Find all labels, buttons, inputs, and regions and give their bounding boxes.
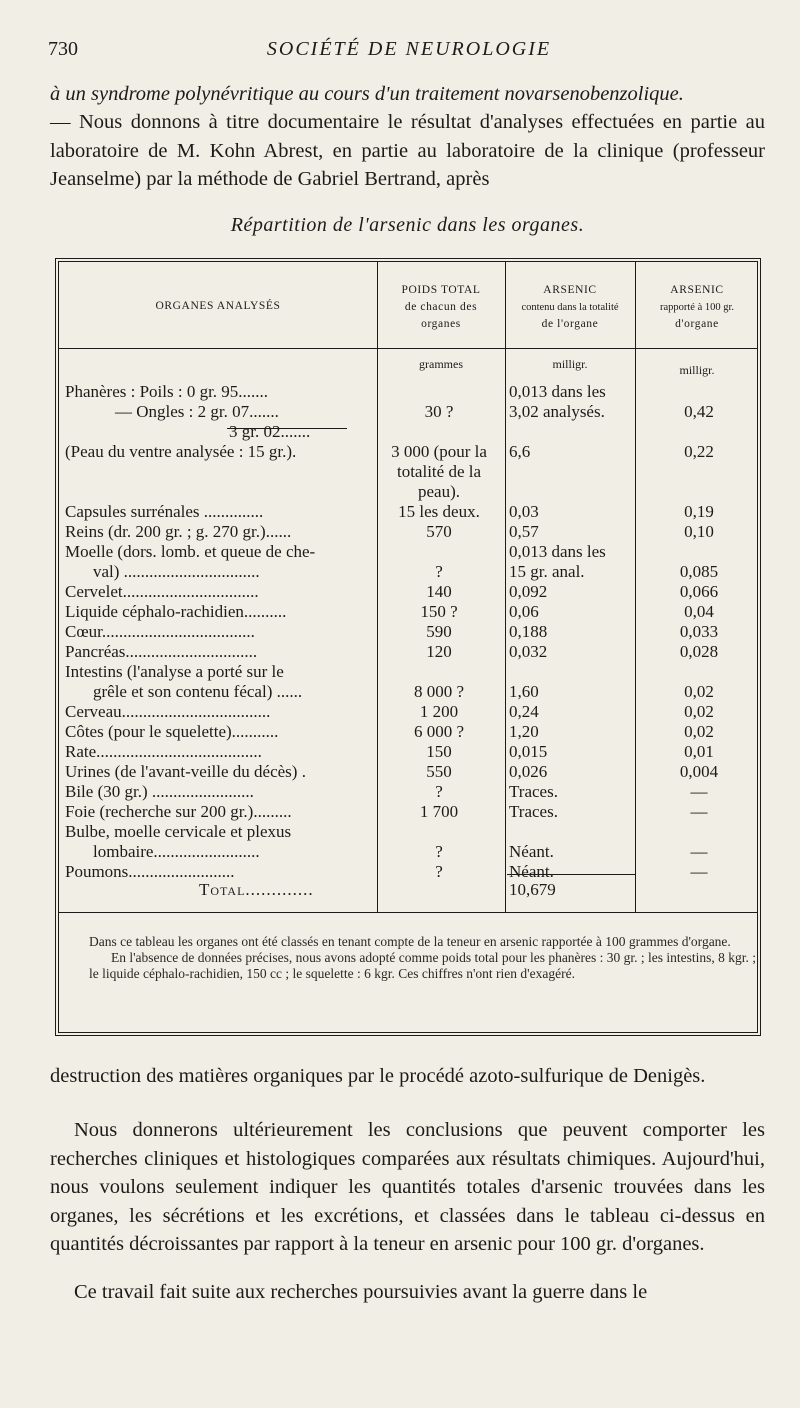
table-row: [59, 662, 759, 682]
table-note: Dans ce tableau les organes ont été classés en tenant compte de la teneur en arsenic rapportée à 100 grammes d'organe.: [89, 934, 731, 949]
arsenic-total-cell: 3,02 analysés.: [509, 402, 605, 421]
arsenic-total-cell: 0,03: [509, 502, 539, 521]
arsenic-per100-cell: 0,02: [684, 722, 714, 741]
table-row: [59, 682, 759, 702]
table-row: [59, 602, 759, 622]
header-organs: ORGANES ANALYSÉS: [155, 300, 281, 312]
table-row: [59, 562, 759, 582]
arsenic-total-cell: 1,20: [509, 722, 539, 741]
header-weight-line3: organes: [421, 318, 461, 330]
header-arsenic-total-line3: de l'organe: [541, 318, 599, 330]
arsenic-per100-cell: 0,004: [679, 762, 719, 781]
weight-cell: 550: [426, 762, 452, 781]
table-caption: Répartition de l'arsenic dans les organes.: [230, 214, 585, 236]
header-weight-line1: POIDS TOTAL: [401, 284, 481, 296]
table-row: [59, 402, 759, 422]
header-arsenic-per100-line2: rapporté à 100 gr.: [659, 302, 735, 313]
arsenic-per100-cell: 0,02: [684, 682, 714, 701]
organ-cell: Bile (30 gr.) ........................: [65, 782, 254, 801]
arsenic-total-cell: Traces.: [509, 782, 558, 801]
weight-cell: 8 000 ?: [413, 682, 465, 701]
weight-cell: 150 ?: [420, 602, 458, 621]
table-row: [59, 482, 759, 502]
arsenic-per100-cell: 0,42: [684, 402, 714, 421]
intro-line: [50, 80, 765, 109]
table-row: [59, 582, 759, 602]
arsenic-total-cell: 0,013 dans les: [509, 542, 606, 561]
organ-cell: Reins (dr. 200 gr. ; g. 270 gr.)......: [65, 522, 292, 541]
organ-cell: Total.............: [199, 880, 314, 899]
arsenic-per100-cell: 0,028: [679, 642, 719, 661]
weight-cell: 140: [426, 582, 452, 601]
arsenic-per100-cell: —: [690, 842, 708, 861]
organ-cell: Cervelet................................: [65, 582, 259, 601]
weight-cell: 1 200: [419, 702, 459, 721]
table-row: [59, 522, 759, 542]
table-row: [59, 862, 759, 882]
arsenic-per100-cell: —: [690, 782, 708, 801]
table-row: [59, 642, 759, 662]
weight-cell: ?: [435, 782, 443, 801]
table-row: [59, 722, 759, 742]
table-row: [59, 502, 759, 522]
organ-cell: Cœur....................................: [65, 622, 255, 641]
organ-cell: Foie (recherche sur 200 gr.).........: [65, 802, 292, 821]
arsenic-total-cell: 0,24: [509, 702, 539, 721]
table-row: [59, 462, 759, 482]
organ-cell: Poumons.........................: [65, 862, 235, 881]
table-row: [59, 842, 759, 862]
arsenic-per100-cell: 0,066: [679, 582, 719, 601]
table-row: [59, 802, 759, 822]
weight-cell: ?: [435, 862, 443, 881]
table-row: [59, 762, 759, 782]
organ-cell: Intestins (l'analyse a porté sur le: [65, 662, 284, 681]
weight-cell: 1 700: [419, 802, 459, 821]
table-row: [59, 880, 759, 900]
organ-cell: Phanères : Poils : 0 gr. 95.......: [65, 382, 269, 401]
body-bottom-rule: [59, 912, 757, 913]
arsenic-per100-cell: 0,02: [684, 702, 714, 721]
arsenic-total-cell: 0,026: [509, 762, 548, 781]
arsenic-total-cell: 0,06: [509, 602, 539, 621]
outro-paragraph-3: Ce travail fait suite aux recherches poursuivies avant la guerre dans le: [74, 1281, 648, 1303]
header-arsenic-per100: [635, 282, 759, 333]
organ-cell: val) ................................: [93, 562, 260, 581]
arsenic-total-cell: 0,092: [509, 582, 548, 601]
arsenic-total-cell: Néant.: [509, 862, 554, 881]
unit-weight: grammes: [419, 357, 463, 371]
weight-cell: 150: [426, 742, 452, 761]
arsenic-per100-cell: 0,19: [684, 502, 714, 521]
organ-cell: (Peau du ventre analysée : 15 gr.).: [65, 442, 297, 461]
header-arsenic-per100-line1: ARSENIC: [670, 284, 724, 296]
table-notes: [89, 934, 757, 982]
weight-cell: 570: [426, 522, 452, 541]
arsenic-per100-cell: 0,033: [679, 622, 719, 641]
arsenic-total-cell: Néant.: [509, 842, 554, 861]
weight-cell: 3 000 (pour la: [391, 442, 487, 461]
organ-cell: Capsules surrénales ..............: [65, 502, 264, 521]
table-row: [59, 542, 759, 562]
weight-cell: ?: [435, 842, 443, 861]
table-row: [59, 382, 759, 402]
intro-title-italic: à un syndrome polynévritique au cours d'un traitement novarsenobenzolique.: [50, 83, 684, 105]
weight-cell: 15 les deux.: [398, 502, 480, 521]
unit-arsenic-per100: milligr.: [679, 363, 715, 377]
arsenic-per100-cell: 0,01: [684, 742, 714, 761]
arsenic-total-cell: 0,015: [509, 742, 548, 761]
organ-cell: Bulbe, moelle cervicale et plexus: [65, 822, 292, 841]
arsenic-total-cell: 0,013 dans les: [509, 382, 606, 401]
organ-cell: Rate.......................................: [65, 742, 262, 761]
organ-cell: Côtes (pour le squelette)...........: [65, 722, 279, 741]
arsenic-per100-cell: —: [690, 802, 708, 821]
organ-cell: — Ongles : 2 gr. 07.......: [115, 402, 279, 421]
table-row: [59, 822, 759, 842]
weight-cell: 6 000 ?: [413, 722, 465, 741]
arsenic-total-cell: 0,57: [509, 522, 539, 541]
header-arsenic-total-line1: ARSENIC: [543, 284, 597, 296]
weight-cell: 30 ?: [424, 402, 454, 421]
weight-cell: ?: [435, 562, 443, 581]
header-weight-line2: de chacun des: [404, 301, 478, 313]
weight-cell: 120: [426, 642, 452, 661]
total-rule: [507, 874, 635, 875]
arsenic-table: [55, 258, 761, 1036]
arsenic-total-cell: 0,032: [509, 642, 548, 661]
arsenic-total-cell: 0,188: [509, 622, 548, 641]
organ-cell: Pancréas...............................: [65, 642, 258, 661]
unit-arsenic-total: milligr.: [552, 357, 588, 371]
arsenic-per100-cell: 0,085: [679, 562, 719, 581]
arsenic-per100-cell: 0,22: [684, 442, 714, 461]
arsenic-total-cell: 1,60: [509, 682, 539, 701]
header-arsenic-per100-line3: d'organe: [675, 318, 719, 330]
table-row: [59, 622, 759, 642]
table-row: [59, 422, 759, 442]
weight-cell: 590: [426, 622, 452, 641]
outro-paragraph-2: Nous donnerons ultérieurement les conclusions que peuvent comporter les recherches cliniques et histologiques comparées aux résultats chimiques. Aujourd'hui, nous voulons seulement indiquer les quantités totales d'arsenic trouvées dans les organes, les sécrétions et les excrétions, et classées dans le tableau ci-dessus en quantités décroissantes par rapport à la teneur en arsenic pour 100 gr. d'organes.: [50, 1119, 765, 1255]
header-arsenic-total: [505, 282, 635, 333]
weight-cell: totalité de la: [396, 462, 482, 481]
subtotal-rule: [227, 428, 347, 429]
table-row: [59, 442, 759, 462]
header-rule: [59, 348, 757, 349]
arsenic-per100-cell: 0,10: [684, 522, 714, 541]
table-row: [59, 742, 759, 762]
table-row: [59, 782, 759, 802]
table-note: En l'absence de données précises, nous avons adopté comme poids total pour les phanères : 30 gr. ; les intestins, 8 kgr. ; le liquide céphalo-rachidien, 150 cc ; le squelette : 6 kgr. Ces chiffres n'ont rien d'exagéré.: [89, 950, 757, 981]
arsenic-total-cell: 10,679: [509, 880, 556, 899]
table-row: [59, 702, 759, 722]
organ-cell: Moelle (dors. lomb. et queue de che-: [65, 542, 316, 561]
organ-cell: grêle et son contenu fécal) ......: [93, 682, 303, 701]
running-head: SOCIÉTÉ DE NEUROLOGIE: [266, 38, 552, 60]
arsenic-total-cell: 6,6: [509, 442, 531, 461]
weight-cell: peau).: [417, 482, 460, 501]
arsenic-per100-cell: —: [690, 862, 708, 881]
arsenic-per100-cell: 0,04: [684, 602, 714, 621]
outro-paragraph-1: destruction des matières organiques par le procédé azoto-sulfurique de Denigès.: [50, 1065, 706, 1087]
header-weight: [377, 282, 505, 333]
organ-cell: Urines (de l'avant-veille du décès) .: [65, 762, 306, 781]
organ-cell: Liquide céphalo-rachidien..........: [65, 602, 287, 621]
intro-paragraph: — Nous donnons à titre documentaire le résultat d'analyses effectuées en partie au laboratoire de M. Kohn Abrest, en partie au laboratoire de la clinique (professeur Jeanselme) par la méthode de Gabriel Bertrand, après: [50, 111, 765, 190]
page-header: [48, 38, 770, 66]
organ-cell: lombaire.........................: [93, 842, 260, 861]
arsenic-total-cell: Traces.: [509, 802, 558, 821]
arsenic-total-cell: 15 gr. anal.: [509, 562, 585, 581]
page-number: 730: [48, 38, 78, 60]
organ-cell: 3 gr. 02.......: [229, 422, 311, 441]
header-arsenic-total-line2: contenu dans la totalité: [521, 302, 619, 313]
organ-cell: Cerveau...................................: [65, 702, 271, 721]
